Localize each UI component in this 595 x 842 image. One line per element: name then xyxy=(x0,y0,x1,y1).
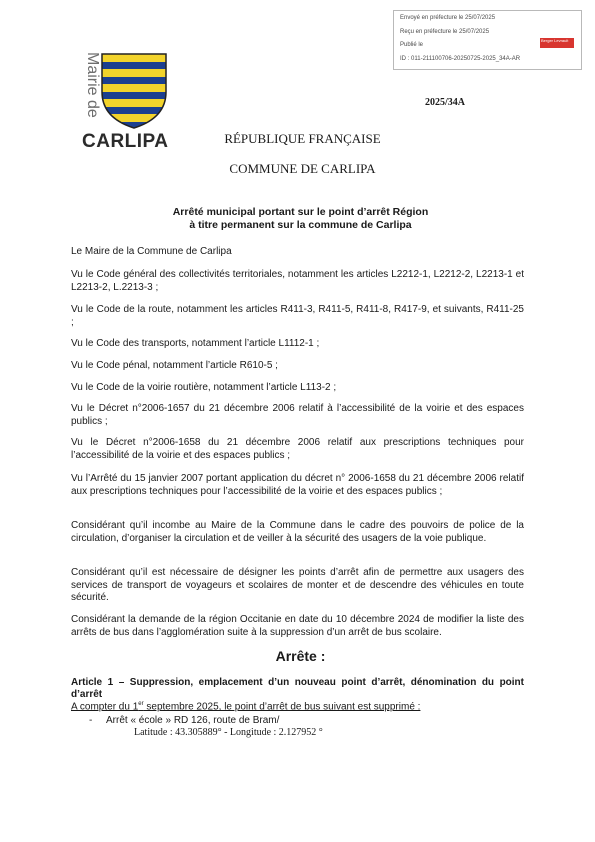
title-line-1: Arrêté municipal portant sur le point d’arrêt Région xyxy=(172,206,429,218)
prefecture-stamp xyxy=(393,10,582,70)
arrete-reference: 2025/34A xyxy=(425,97,465,108)
visa-decret-1658: Vu le Décret n°2006-1658 du 21 décembre 2006 relatif aux prescriptions techniques pour l’accessibilité de la voirie et des espaces publics ; xyxy=(71,437,524,461)
date-sentence-end: septembre 2025, le point d’arrêt de bus suivant est supprimé : xyxy=(143,701,421,713)
date-superscript: er xyxy=(138,701,144,707)
bus-stop-name: Arrêt « école » RD 126, route de Bram/ xyxy=(106,715,280,726)
article-1-date-sentence xyxy=(71,701,420,712)
considerant-demande: Considérant la demande de la région Occitanie en date du 10 décembre 2024 de modifier la liste des arrêts de bus dans l’agglomération suite à la suppression d’un arrêt de bus scolaire. xyxy=(71,614,524,638)
coat-of-arms-icon xyxy=(100,52,168,130)
arrete-heading: Arrête : xyxy=(275,648,326,664)
maire-paragraph: Le Maire de la Commune de Carlipa xyxy=(71,246,232,257)
stamp-line-id: ID : 011-211100706-20250725-2025_34A-AR xyxy=(400,56,521,62)
visa-code-route: Vu le Code de la route, notamment les articles R411-3, R411-5, R411-8, R417-9, et suivants, R411-25 ; xyxy=(71,304,524,328)
visa-decret-1657: Vu le Décret n°2006-1657 du 21 décembre 2006 relatif à l’accessibilité de la voirie et des espaces publics ; xyxy=(71,403,524,427)
bullet-dash: - xyxy=(89,715,93,726)
stamp-line-envoye: Envoyé en préfecture le 25/07/2025 xyxy=(400,15,496,21)
visa-arrete-2007: Vu l’Arrêté du 15 janvier 2007 portant application du décret n° 2006-1658 du 21 décembre 2006 relatif aux prescriptions techniques pour l’accessibilité de la voirie et des espaces publics ; xyxy=(71,473,524,497)
document-title xyxy=(0,206,595,232)
bus-stop-coordinates: Latitude : 43.305889° - Longitude : 2.127952 ° xyxy=(134,727,323,738)
date-sentence-start: A compter du 1 xyxy=(71,701,139,713)
stamp-line-publie: Publié le xyxy=(400,42,424,48)
considerant-necessaire: Considérant qu’il est nécessaire de désigner les points d’arrêt afin de permettre aux usagers des services de transport de voyageurs et scolaires de monter et de descendre des véhicules en toute sécurité. xyxy=(71,567,524,603)
list-item xyxy=(89,715,279,726)
republique-heading: RÉPUBLIQUE FRANÇAISE xyxy=(224,131,381,146)
commune-heading: COMMUNE DE CARLIPA xyxy=(229,161,376,176)
berger-levrault-logo: Berger Levrault xyxy=(540,38,574,48)
considerant-incombe: Considérant qu’il incombe au Maire de la Commune dans le cadre des pouvoirs de police de la circulation, d’organiser la circulation et de veiller à la sécurité des usagers de la voie publique. xyxy=(71,520,524,544)
visa-code-penal: Vu le Code pénal, notamment l’article R610-5 ; xyxy=(71,360,278,371)
visa-code-voirie: Vu le Code de la voirie routière, notamment l’article L113-2 ; xyxy=(71,382,337,393)
title-line-2: à titre permanent sur la commune de Carlipa xyxy=(189,219,412,231)
logo-vertical-text: Mairie de xyxy=(84,52,101,118)
visa-code-transports: Vu le Code des transports, notamment l’article L1112-1 ; xyxy=(71,338,320,349)
logo-city-name: CARLIPA xyxy=(82,131,169,152)
stamp-line-recu: Reçu en préfecture le 25/07/2025 xyxy=(400,29,490,35)
article-1-title: Article 1 – Suppression, emplacement d’un nouveau point d’arrêt, dénomination du point d’arrêt xyxy=(71,677,524,700)
visa-cgct: Vu le Code général des collectivités territoriales, notamment les articles L2212-1, L2212-2, L2213-1 et L2213-2, L.2213-3 ; xyxy=(71,269,524,293)
